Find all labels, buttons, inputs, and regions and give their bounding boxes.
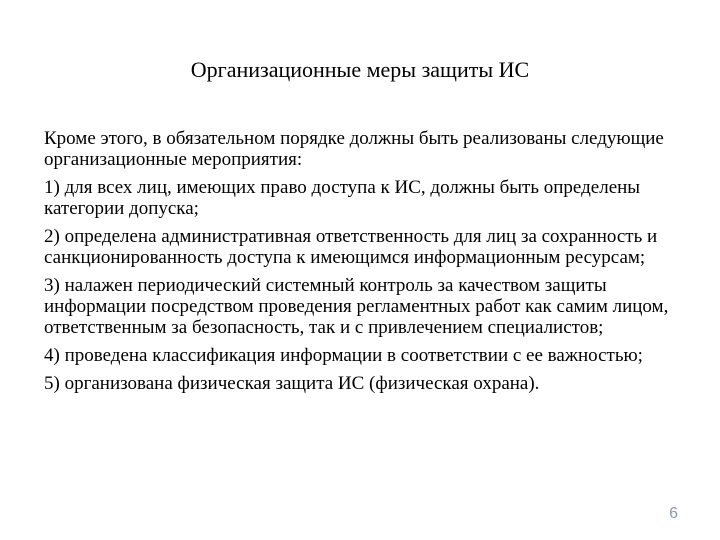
slide-body <box>44 128 704 394</box>
intro-paragraph: Кроме этого, в обязательном порядке должны быть реализованы следующие организационные мероприятия: <box>44 128 664 170</box>
list-item-3: 3) налажен периодический системный контроль за качеством защиты информации посредством проведения регламентных работ как самим лицом, ответственным за безопасность, так и с привлечением специалистов; <box>44 275 669 338</box>
list-item-4: 4) проведена классификация информации в соответствии с ее важностью; <box>44 345 643 366</box>
slide-title: Организационные меры защиты ИС <box>190 57 530 82</box>
page-number: 6 <box>669 505 678 522</box>
list-item-2: 2) определена административная ответственность для лиц за сохранность и санкционированность доступа к имеющимся информационным ресурсам; <box>44 226 658 268</box>
list-item-1: 1) для всех лиц, имеющих право доступа к ИС, должны быть определены категории допуска; <box>44 177 641 219</box>
list-item-5: 5) организована физическая защита ИС (физическая охрана). <box>44 373 540 394</box>
